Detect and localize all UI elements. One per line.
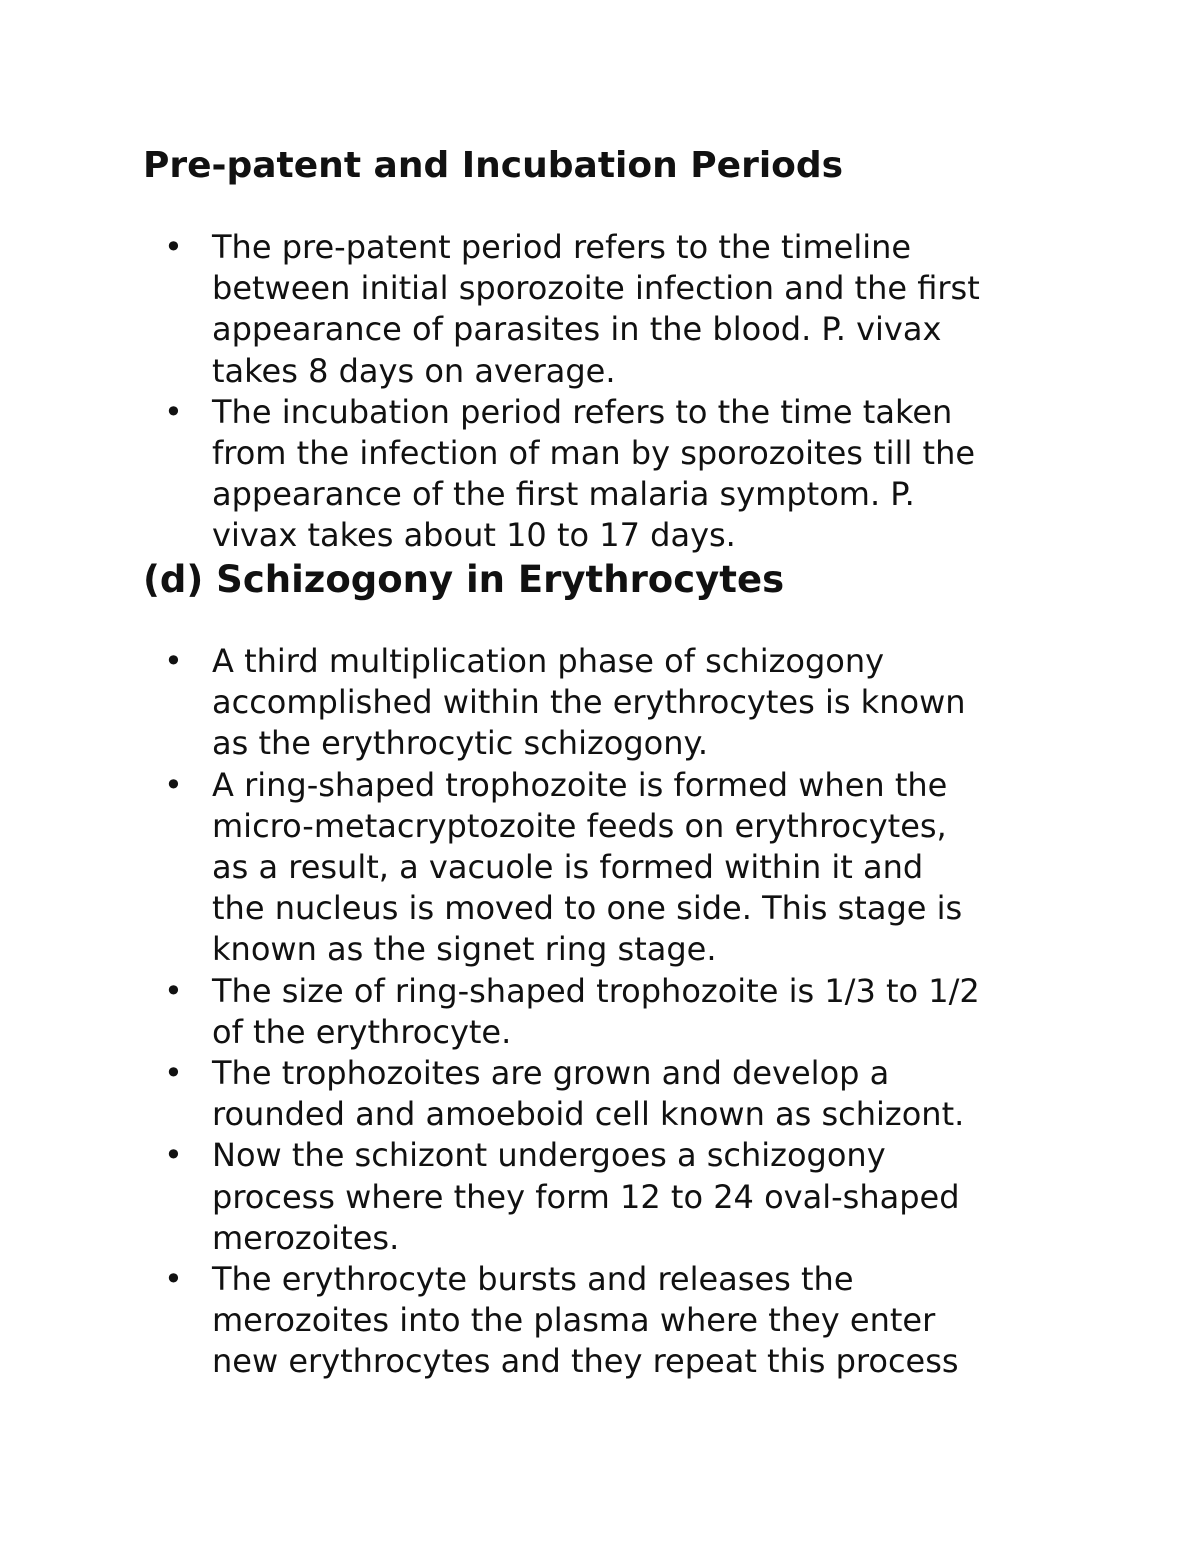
- list-item: [0, 227, 1092, 392]
- list-item: [0, 971, 1092, 1053]
- text-line: micro-metacryptozoite feeds on erythrocytes,: [212, 806, 947, 845]
- text-line: of the erythrocyte.: [212, 1012, 512, 1051]
- list-item: [0, 765, 1092, 971]
- bullet-icon: •: [164, 971, 183, 1010]
- bullet-icon: •: [164, 1054, 183, 1093]
- text-line: appearance of the first malaria symptom. P.: [212, 475, 915, 514]
- text-line: Now the schizont undergoes a schizogony: [212, 1136, 886, 1175]
- text-line: process where they form 12 to 24 oval-shaped: [212, 1177, 960, 1216]
- text-line: new erythrocytes and they repeat this process: [212, 1342, 959, 1381]
- text-line: from the infection of man by sporozoites till the: [212, 434, 976, 473]
- bullet-icon: •: [164, 642, 183, 680]
- bullet-icon: •: [164, 392, 183, 431]
- list-item: [0, 1259, 1092, 1383]
- list-item: [0, 392, 1092, 557]
- text-line: merozoites.: [212, 1218, 400, 1257]
- text-line: The trophozoites are grown and develop a: [212, 1054, 890, 1093]
- list-item: [0, 1053, 1092, 1135]
- bullet-list-schizogony: [0, 641, 1092, 1383]
- text-line: the nucleus is moved to one side. This stage is: [212, 889, 963, 928]
- text-line: appearance of parasites in the blood. P. vivax: [212, 310, 942, 349]
- text-line: between initial sporozoite infection and the first: [212, 269, 980, 308]
- list-item: [0, 1135, 1092, 1259]
- bullet-list-prepatent: [0, 227, 1092, 557]
- bullet-icon: •: [164, 1260, 183, 1299]
- text-line: takes 8 days on average.: [212, 351, 616, 390]
- text-line: The pre-patent period refers to the timeline: [212, 228, 912, 266]
- bullet-icon: •: [164, 765, 183, 804]
- text-line: vivax takes about 10 to 17 days.: [212, 516, 736, 555]
- bullet-icon: •: [164, 228, 183, 266]
- section-heading-prepatent: Pre-patent and Incubation Periods: [143, 145, 844, 186]
- text-line: A ring-shaped trophozoite is formed when the: [212, 765, 948, 804]
- text-line: accomplished within the erythrocytes is known: [212, 683, 966, 722]
- text-line: merozoites into the plasma where they enter: [212, 1301, 936, 1340]
- text-line: known as the signet ring stage.: [212, 930, 717, 969]
- bullet-icon: •: [164, 1136, 183, 1175]
- section-heading-schizogony: (d) Schizogony in Erythrocytes: [143, 558, 785, 601]
- text-line: as a result, a vacuole is formed within it and: [212, 848, 924, 887]
- text-line: rounded and amoeboid cell known as schizont.: [212, 1095, 965, 1134]
- list-item: [0, 641, 1092, 765]
- text-line: as the erythrocytic schizogony.: [212, 724, 709, 763]
- text-line: The incubation period refers to the time taken: [212, 392, 953, 431]
- text-line: A third multiplication phase of schizogony: [212, 642, 885, 680]
- text-line: The size of ring-shaped trophozoite is 1/3 to 1/2: [212, 971, 980, 1010]
- text-line: The erythrocyte bursts and releases the: [212, 1260, 854, 1299]
